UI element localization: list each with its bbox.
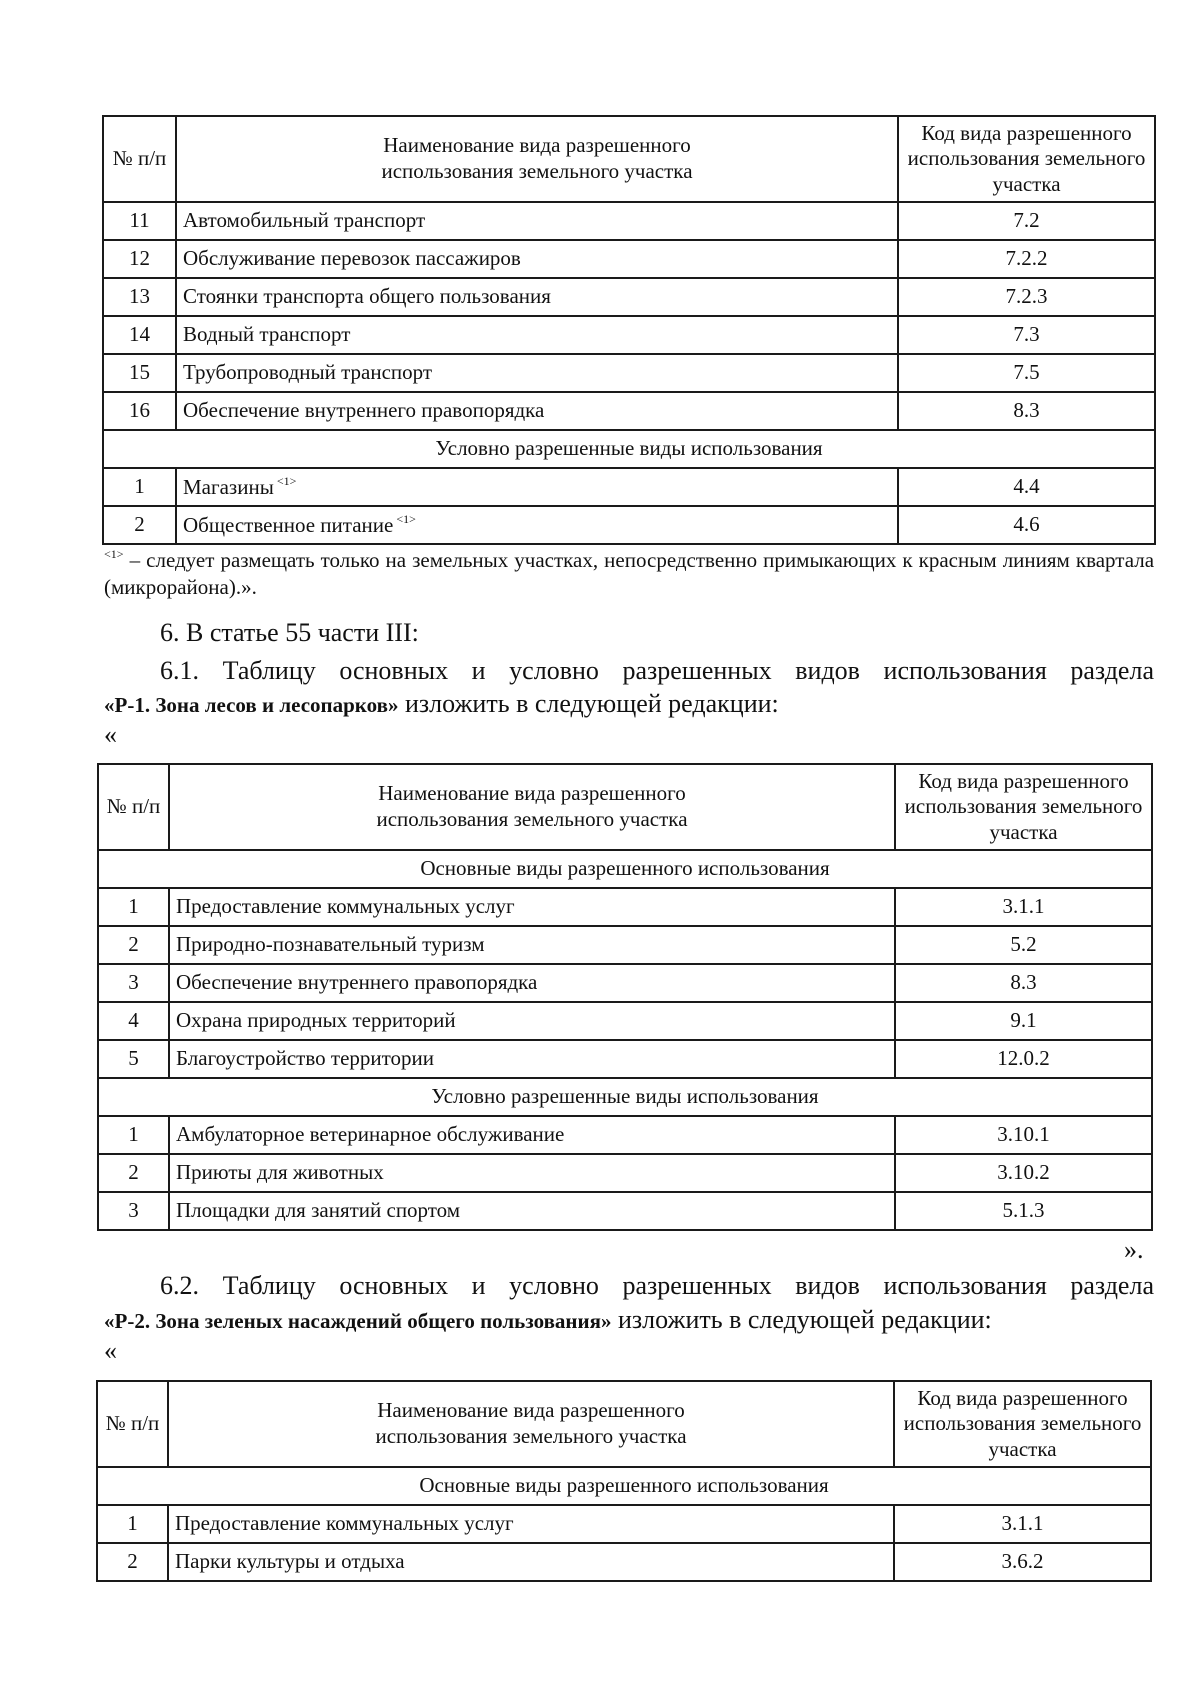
- section-row-main: Основные виды разрешенного использования: [98, 850, 1152, 888]
- table-row: 1 Предоставление коммунальных услуг 3.1.1: [98, 888, 1152, 926]
- section-row-main: Основные виды разрешенного использования: [97, 1467, 1151, 1505]
- zone-title-r2: «Р-2. Зона зеленых насаждений общего пользования»: [104, 1309, 612, 1333]
- table-zone-r1: [97, 763, 1153, 1231]
- header-code: Код вида разрешенного использования земельного участка: [894, 1381, 1151, 1467]
- table-row: 2 Приюты для животных 3.10.2: [98, 1154, 1152, 1192]
- section-row-conditional: Условно разрешенные виды использования: [103, 430, 1155, 468]
- close-quote: ».: [1124, 1235, 1144, 1264]
- open-quote: «: [104, 720, 117, 749]
- table-row: 15 Трубопроводный транспорт 7.5: [103, 354, 1155, 392]
- table-zone-r2: [96, 1380, 1152, 1582]
- table-header-row: [103, 116, 1155, 202]
- table-row: 5 Благоустройство территории 12.0.2: [98, 1040, 1152, 1078]
- open-quote: «: [104, 1336, 117, 1365]
- header-num: № п/п: [98, 764, 169, 850]
- item-6-2-line2: «Р-2. Зона зеленых насаждений общего пользования» изложить в следующей редакции:: [104, 1305, 992, 1334]
- footnote-mark: <1>: [396, 511, 416, 526]
- table-row: 3 Площадки для занятий спортом 5.1.3: [98, 1192, 1152, 1230]
- item-6-1-lead: 6.1. Таблицу основных и условно разрешенных видов использования раздела: [160, 656, 1154, 685]
- table-header-row: [97, 1381, 1151, 1467]
- item-6: 6. В статье 55 части III:: [160, 618, 419, 647]
- table-row: 4 Охрана природных территорий 9.1: [98, 1002, 1152, 1040]
- section-row-conditional: Условно разрешенные виды использования: [98, 1078, 1152, 1116]
- header-code: Код вида разрешенного использования земельного участка: [898, 116, 1155, 202]
- table-row: 3 Обеспечение внутреннего правопорядка 8.3: [98, 964, 1152, 1002]
- item-6-1-line2: «Р-1. Зона лесов и лесопарков» изложить в следующей редакции:: [104, 689, 779, 718]
- table-row: 14 Водный транспорт 7.3: [103, 316, 1155, 354]
- table-row: 16 Обеспечение внутреннего правопорядка 8.3: [103, 392, 1155, 430]
- item-6-2-lead: 6.2. Таблицу основных и условно разрешенных видов использования раздела: [160, 1271, 1154, 1300]
- table-row: 2 Парки культуры и отдыха 3.6.2: [97, 1543, 1151, 1581]
- header-num: № п/п: [97, 1381, 168, 1467]
- zone-title-r1: «Р-1. Зона лесов и лесопарков»: [104, 693, 399, 717]
- table-row: 2 Общественное питание $^{<1>}$ 4.6: [103, 506, 1155, 544]
- header-code: Код вида разрешенного использования земельного участка: [895, 764, 1152, 850]
- table-row: 1 Магазины $^{<1>}$ 4.4: [103, 468, 1155, 506]
- table-row: 11 Автомобильный транспорт 7.2: [103, 202, 1155, 240]
- footnote-mark: <1>: [276, 473, 297, 488]
- table-row: 1 Предоставление коммунальных услуг 3.1.1: [97, 1505, 1151, 1543]
- table-row: 1 Амбулаторное ветеринарное обслуживание 3.10.1: [98, 1116, 1152, 1154]
- table-row: 2 Природно-познавательный туризм 5.2: [98, 926, 1152, 964]
- footnote-text: – следует размещать только на земельных участках, непосредственно примыкающих к красным линиям квартала (микрорайона).».: [104, 548, 1155, 600]
- table-row: 12 Обслуживание перевозок пассажиров 7.2.2: [103, 240, 1155, 278]
- footnote: [104, 547, 1154, 602]
- table-header-row: [98, 764, 1152, 850]
- header-num: № п/п: [103, 116, 176, 202]
- header-name: Наименование вида разрешенного использования земельного участка: [176, 116, 898, 202]
- footnote-mark: <1>: [104, 547, 124, 561]
- table-zone-continued: [102, 115, 1156, 545]
- header-name: Наименование вида разрешенного использования земельного участка: [168, 1381, 894, 1467]
- table-row: 13 Стоянки транспорта общего пользования 7.2.3: [103, 278, 1155, 316]
- header-name: Наименование вида разрешенного использования земельного участка: [169, 764, 895, 850]
